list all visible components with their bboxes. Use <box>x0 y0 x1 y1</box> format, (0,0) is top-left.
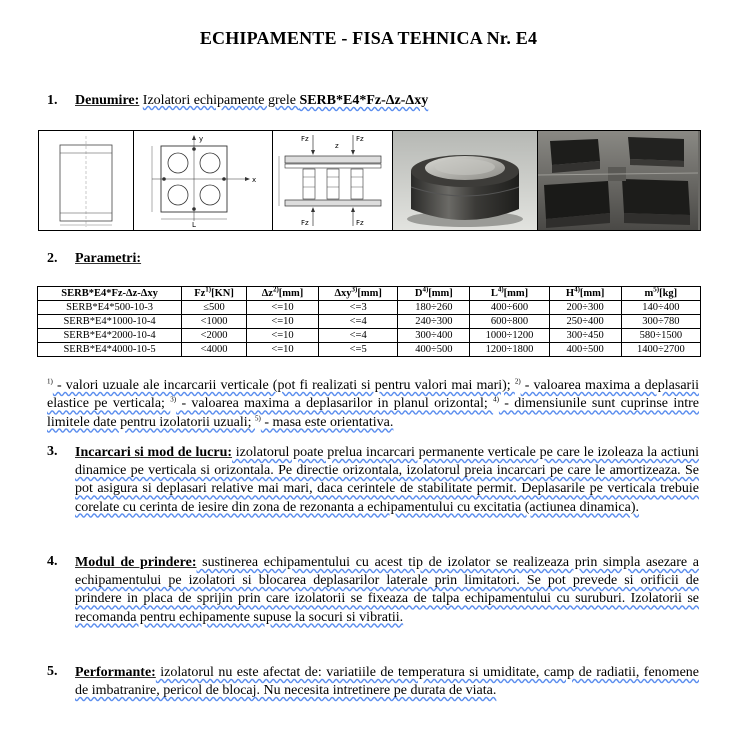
table-cell: 1400÷2700 <box>621 343 700 357</box>
table-cell: <=4 <box>319 315 398 329</box>
table-cell: <=10 <box>246 315 318 329</box>
column-header <box>38 287 182 301</box>
section-4-title: Modul de prindere: <box>75 555 197 570</box>
column-header-label: Δz <box>261 288 273 299</box>
force-label-bottom-left: Fz <box>301 219 309 227</box>
table-cell: <4000 <box>182 343 247 357</box>
column-header <box>398 287 470 301</box>
section-5-heading <box>47 664 58 680</box>
section-3-number: 3. <box>47 444 58 459</box>
table-cell: <=5 <box>319 343 398 357</box>
column-header-label: D <box>414 288 423 299</box>
table-cell: 400÷600 <box>470 301 549 315</box>
table-cell: <=10 <box>246 329 318 343</box>
table-cell: 240÷300 <box>398 315 470 329</box>
section-4-text: sustinerea echipamentului cu acest tip de izolator se realizeaza prin simpla asezare a echipamentului pe izolatori si blocarea deplasarilor laterale prin limitatori. Se pot prevede si orificii de prindere in placa de sprijin prin care izolatorii se fixeaza de talpa echipamentului cu suruburi. Izolatorii se recomanda pentru echipamente supuse la socuri si vibratii. <box>75 555 699 625</box>
table-cell: 300÷780 <box>621 315 700 329</box>
section-1-text: Izolatori echipamente grele <box>142 93 300 108</box>
column-header-footnote: 2) <box>272 285 279 294</box>
section-1-line <box>75 93 428 109</box>
note-5-marker: 5) <box>254 414 261 423</box>
section-2-title: Parametri: <box>75 251 142 266</box>
column-header <box>182 287 247 301</box>
table-cell: 1200÷1800 <box>470 343 549 357</box>
table-cell: 250÷400 <box>549 315 621 329</box>
note-1-marker: 1) <box>47 377 53 386</box>
table-cell: 300÷400 <box>398 329 470 343</box>
note-5-text: - masa este orientativa. <box>260 414 394 430</box>
length-label: L <box>192 221 196 229</box>
table-cell: 180÷260 <box>398 301 470 315</box>
section-4-number: 4. <box>47 554 58 569</box>
note-4-text: - dimensiunile sunt cuprinse intre limitele date pentru izolatorii uzuali; <box>47 396 699 430</box>
table-row <box>38 301 701 315</box>
z-axis-label: z <box>335 142 339 150</box>
x-axis-label: x <box>252 176 257 184</box>
section-4-heading <box>47 554 58 570</box>
note-3-marker: 3) <box>170 395 177 404</box>
document-title: ECHIPAMENTE - FISA TEHNICA Nr. E4 <box>199 28 538 48</box>
table-cell: SERB*E4*2000-10-4 <box>38 329 182 343</box>
column-header-unit: [kg] <box>659 288 678 299</box>
table-header-row <box>38 287 701 301</box>
installed-isolators-photo <box>538 131 700 230</box>
table-row <box>38 343 701 357</box>
column-header-footnote: 1) <box>205 285 212 294</box>
table-cell: 300÷450 <box>549 329 621 343</box>
table-cell: <=10 <box>246 343 318 357</box>
column-header-unit: [mm] <box>503 288 529 299</box>
isolator-photo <box>393 131 538 230</box>
table-cell: <2000 <box>182 329 247 343</box>
table-row <box>38 315 701 329</box>
section-3-body <box>75 444 699 517</box>
note-4-marker: 4) <box>493 395 499 404</box>
section-5-text: izolatorul nu este afectat de: variatiile de temperatura si umiditate, camp de radiatii, fenomene de imbatranire, pericol de blocaj. Nu necesita intretinere pe durata de viata. <box>75 665 699 699</box>
table-cell: 1000÷1200 <box>470 329 549 343</box>
table-cell: 580÷1500 <box>621 329 700 343</box>
column-header-unit: [mm] <box>428 288 453 299</box>
column-header-footnote: 4) <box>574 285 580 294</box>
note-2-text: - valoarea maxima a deplasarii elastice pe verticala; <box>47 378 699 412</box>
column-header-label: Δxy <box>334 288 352 299</box>
column-header-unit: [mm] <box>357 288 382 299</box>
table-cell: <1000 <box>182 315 247 329</box>
table-cell: ≤500 <box>182 301 247 315</box>
table-cell: 200÷300 <box>549 301 621 315</box>
column-header-unit: [mm] <box>278 288 304 299</box>
top-view-drawing <box>134 131 273 230</box>
section-5-body <box>75 664 699 700</box>
section-2-heading <box>47 251 58 267</box>
column-header-label: m <box>644 288 654 299</box>
column-header-footnote: 4) <box>497 285 504 294</box>
column-header-footnote: 5) <box>653 285 660 294</box>
section-1-title: Denumire: <box>75 93 140 108</box>
side-view-drawing <box>39 131 134 230</box>
column-header-footnote: 3) <box>351 285 358 294</box>
section-4-body <box>75 554 699 627</box>
column-header <box>549 287 621 301</box>
table-cell: SERB*E4*4000-10-5 <box>38 343 182 357</box>
note-3-text: - valoarea maxima a deplasarilor in planul orizontal; <box>176 396 494 412</box>
footnotes <box>47 377 699 432</box>
y-axis-label: y <box>199 135 204 143</box>
section-3-text: izolatorul poate prelua incarcari permanente verticale pe care le izoleaza la actiuni dinamice pe verticala si orizontala. Pe directie orizontala, izolatorul preia incarcari pe care le amortizeaza. Se pot asigura si deplasari relative mai mari, daca cerintele de stabilitate permit. Deplasarile pe verticala trebuie corelate cu cerinta de iesire din zona de rezonanta a echipamentului cu excitatia (actiunea dinamica). <box>75 445 699 515</box>
section-5-title: Performante: <box>75 665 156 680</box>
force-label-bottom-right: Fz <box>356 219 364 227</box>
table-cell: SERB*E4*500-10-3 <box>38 301 182 315</box>
column-header <box>470 287 549 301</box>
section-1-number: 1. <box>47 93 58 108</box>
table-cell: SERB*E4*1000-10-4 <box>38 315 182 329</box>
table-cell: 140÷400 <box>621 301 700 315</box>
note-2-marker: 2) <box>514 377 521 386</box>
table-cell: <=4 <box>319 329 398 343</box>
section-2-line <box>75 251 141 267</box>
parameters-table <box>37 286 701 357</box>
section-3-title: Incarcari si mod de lucru: <box>75 445 233 460</box>
column-header-unit: [KN] <box>211 288 234 299</box>
column-header-unit: [mm] <box>579 288 605 299</box>
column-header-label: SERB*E4*Fz-Δz-Δxy <box>61 288 158 299</box>
force-label-top-left: Fz <box>301 135 309 143</box>
force-label-top-right: Fz <box>356 135 364 143</box>
column-header-footnote: 4) <box>422 285 429 294</box>
table-cell: 600÷800 <box>470 315 549 329</box>
table-cell: 400÷500 <box>549 343 621 357</box>
table-cell: <=3 <box>319 301 398 315</box>
note-1-text: - valori uzuale ale incarcarii verticale (pot fi realizati si pentru valori mai mari); <box>52 378 515 393</box>
column-header <box>319 287 398 301</box>
section-2-number: 2. <box>47 251 58 266</box>
column-header <box>246 287 318 301</box>
image-strip <box>38 130 701 231</box>
section-1-heading <box>47 93 58 109</box>
table-cell: <=10 <box>246 301 318 315</box>
table-cell: 400÷500 <box>398 343 470 357</box>
product-code: SERB*E4*Fz-Δz-Δxy <box>299 93 429 108</box>
section-5-number: 5. <box>47 664 58 679</box>
column-header-label: L <box>490 288 498 299</box>
column-header-label: Fz <box>194 288 206 299</box>
section-view-drawing <box>273 131 393 230</box>
column-header <box>621 287 700 301</box>
section-3-heading <box>47 444 58 460</box>
column-header-label: H <box>565 288 575 299</box>
table-row <box>38 329 701 343</box>
